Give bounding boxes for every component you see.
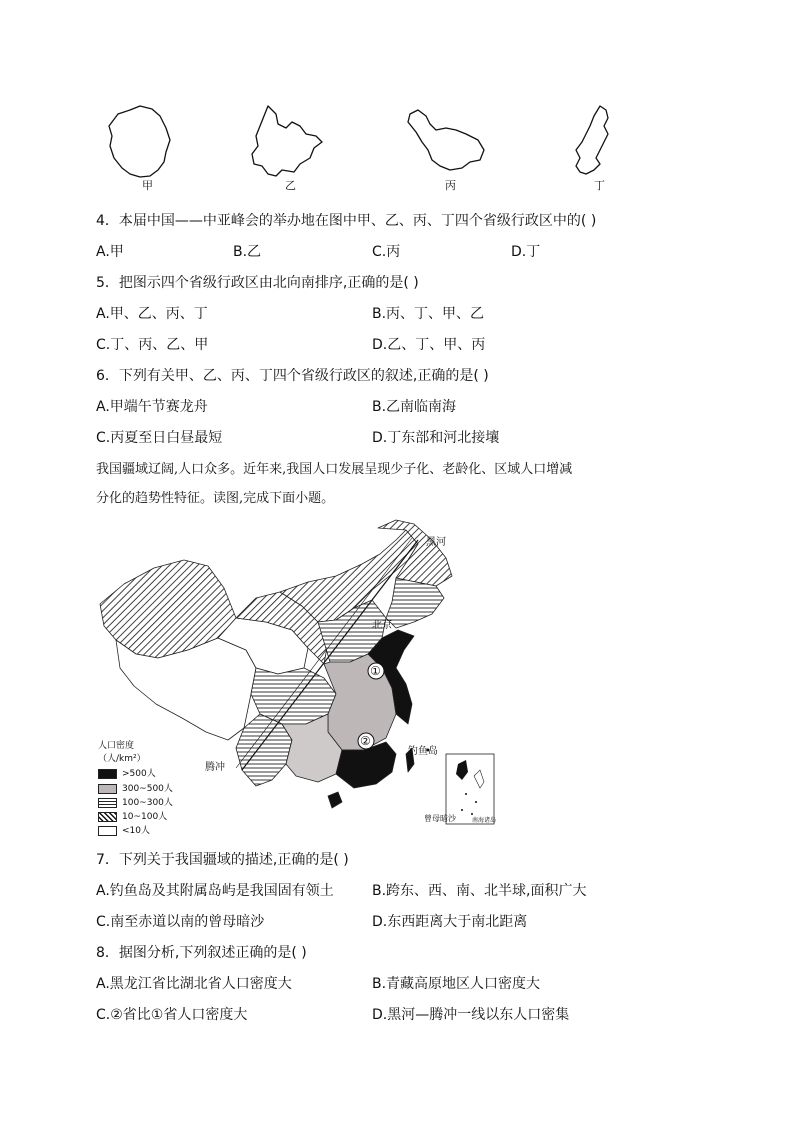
shape-label-jia: 甲 — [142, 179, 153, 192]
q8-option-a[interactable]: A.黑龙江省比湖北省人口密度大 — [96, 976, 292, 992]
q6-stem: 6．下列有关甲、乙、丙、丁四个省级行政区的叙述,正确的是( ) — [96, 368, 489, 384]
q4-option-a[interactable]: A.甲 — [96, 244, 124, 260]
q7-option-d[interactable]: D.东西距离大于南北距离 — [372, 914, 528, 930]
q4-option-b[interactable]: B.乙 — [233, 244, 262, 260]
q8-option-d[interactable]: D.黑河—腾冲一线以东人口密集 — [372, 1007, 570, 1023]
legend-swatch-white — [98, 826, 117, 836]
q5-option-b[interactable]: B.丙、丁、甲、乙 — [372, 306, 485, 322]
q5-stem: 5．把图示四个省级行政区由北向南排序,正确的是( ) — [96, 275, 419, 291]
q8-option-c[interactable]: C.②省比①省人口密度大 — [96, 1007, 248, 1023]
legend-title: 人口密度 — [98, 741, 135, 751]
q5-option-c[interactable]: C.丁、丙、乙、甲 — [96, 337, 209, 353]
q4-stem: 4．本届中国——中亚峰会的举办地在图中甲、乙、丙、丁四个省级行政区中的( ) — [96, 213, 597, 229]
q6-option-b[interactable]: B.乙南临南海 — [372, 399, 457, 415]
q7-stem: 7．下列关于我国疆域的描述,正确的是( ) — [96, 852, 349, 868]
province-shapes — [100, 100, 640, 180]
shape-label-bing: 丙 — [445, 179, 456, 192]
legend-swatch-black — [98, 769, 117, 779]
province-shape-yi — [252, 106, 322, 176]
shape-label-ding: 丁 — [594, 179, 605, 192]
q6-option-a[interactable]: A.甲端午节赛龙舟 — [96, 399, 208, 415]
map-label-beijing: 北京 — [372, 620, 392, 631]
q7-option-a[interactable]: A.钓鱼岛及其附属岛屿是我国固有领土 — [96, 883, 334, 899]
map-label-tengchong: 腾冲 — [205, 762, 225, 773]
q8-option-b[interactable]: B.青藏高原地区人口密度大 — [372, 976, 541, 992]
q5-option-d[interactable]: D.乙、丁、甲、丙 — [372, 337, 486, 353]
q8-stem: 8．据图分析,下列叙述正确的是( ) — [96, 945, 307, 961]
q6-option-d[interactable]: D.丁东部和河北接壤 — [372, 430, 500, 446]
map-marker-1: ① — [370, 664, 381, 678]
map-label-diaoyudao: 钓鱼岛 — [408, 746, 438, 757]
legend-unit: （人/km²） — [98, 754, 146, 764]
q4-option-c[interactable]: C.丙 — [372, 244, 401, 260]
map-label-inset: 南海诸岛 — [472, 817, 497, 824]
province-shape-bing — [408, 110, 484, 170]
q7-option-c[interactable]: C.南至赤道以南的曾母暗沙 — [96, 914, 265, 930]
map-marker-2: ② — [360, 734, 371, 748]
map-label-zengmuansha: 曾母暗沙 — [424, 814, 456, 823]
region-northeast — [386, 578, 444, 628]
population-density-map — [96, 518, 496, 828]
passage-line-1: 我国疆域辽阔,人口众多。近年来,我国人口发展呈现少子化、老龄化、区域人口增减 — [96, 462, 573, 477]
q7-option-b[interactable]: B.跨东、西、南、北半球,面积广大 — [372, 883, 587, 899]
shape-label-yi: 乙 — [285, 179, 296, 192]
map-label-heihe: 黑河 — [426, 537, 446, 548]
q5-option-a[interactable]: A.甲、乙、丙、丁 — [96, 306, 208, 322]
province-shape-ding — [576, 106, 608, 174]
region-hainan — [328, 792, 342, 808]
legend-swatch-diagonal — [98, 812, 117, 822]
q6-option-c[interactable]: C.丙夏至日白昼最短 — [96, 430, 223, 446]
province-shape-jia — [109, 106, 170, 177]
passage-line-2: 分化的趋势性特征。读图,完成下面小题。 — [96, 491, 335, 506]
legend-swatch-horizontal — [98, 798, 117, 808]
legend-swatch-gray — [98, 784, 117, 794]
q4-option-d[interactable]: D.丁 — [511, 244, 541, 260]
